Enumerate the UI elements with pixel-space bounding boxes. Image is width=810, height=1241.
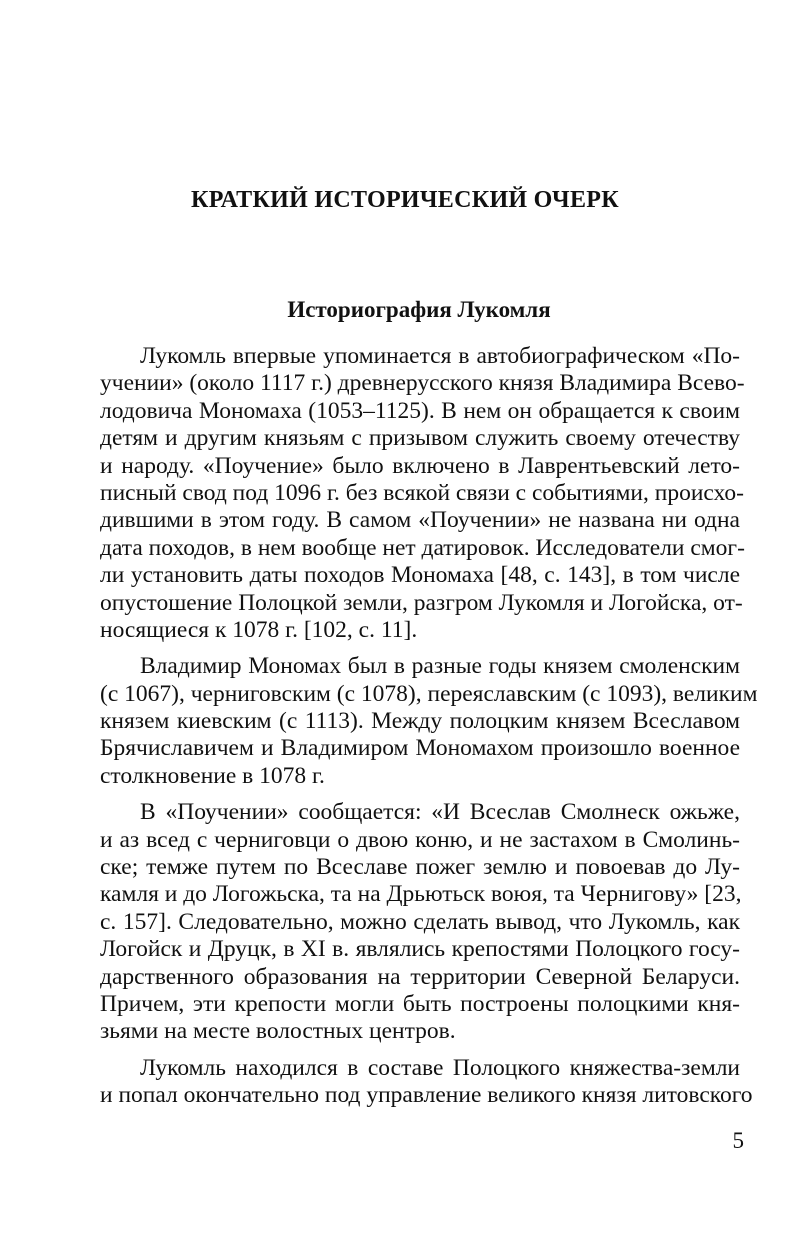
text-line: учении» (около 1117 г.) древнерусского князя Владимира Всево-: [100, 370, 745, 397]
text-line: с. 157]. Следовательно, можно сделать вывод, что Лукомль, как: [100, 908, 740, 935]
chapter-title: КРАТКИЙ ИСТОРИЧЕСКИЙ ОЧЕРК: [191, 187, 619, 213]
text-line: (с 1067), черниговским (с 1078), переяславским (с 1093), великим: [100, 680, 758, 707]
section-title: Историография Лукомля: [287, 297, 551, 322]
body-text: [100, 343, 758, 1110]
paragraph-gap: [100, 1046, 740, 1055]
page-number: 5: [732, 1128, 744, 1153]
text-line: и аз всед с черниговци о двою коню, и не застахом в Смолинь-: [100, 826, 740, 853]
text-line: лодовича Мономаха (1053–1125). В нем он обращается к своим: [100, 397, 740, 424]
paragraph-gap: [100, 790, 740, 799]
text-line: Брячиславичем и Владимиром Мономахом произошло военное: [100, 735, 740, 762]
text-line: Лукомль находился в составе Полоцкого княжества-земли: [140, 1054, 740, 1081]
paragraph: [100, 653, 758, 790]
text-line: В «Поучении» сообщается: «И Всеслав Смолнеск ожьже,: [140, 799, 740, 826]
text-line: ли установить даты походов Мономаха [48, с. 143], в том числе: [100, 562, 740, 589]
text-line: Лукомль впервые упоминается в автобиографическом «По-: [140, 343, 740, 369]
text-line: опустошение Полоцкой земли, разгром Лукомля и Логойска, от-: [100, 589, 743, 616]
text-line: зьями на месте волостных центров.: [100, 1018, 456, 1045]
text-line: дарственного образования на территории Северной Беларуси.: [100, 963, 740, 990]
text-line: князем киевским (с 1113). Между полоцким князем Всеславом: [100, 708, 740, 735]
text-line: и народу. «Поучение» было включено в Лаврентьевский лето-: [100, 452, 740, 479]
text-line: ске; темже путем по Всеславе пожег землю и повоевав до Лу-: [100, 854, 740, 881]
paragraph-gap: [100, 644, 740, 653]
text-line: и попал окончательно под управление великого князя литовского: [100, 1082, 753, 1109]
text-line: детям и другим князьям с призывом служить своему отечеству: [100, 425, 740, 452]
paragraph: [100, 1054, 753, 1110]
text-line: столкновение в 1078 г.: [100, 762, 325, 789]
text-line: Причем, эти крепости могли быть построены полоцкими кня-: [100, 990, 740, 1017]
text-line: камля и до Логожьска, та на Дрьютьск воюя, та Чернигову» [23,: [100, 881, 742, 908]
text-line: писный свод под 1096 г. без всякой связи с событиями, происхо-: [100, 479, 744, 506]
paragraph: [100, 799, 740, 1046]
text-line: носящиеся к 1078 г. [102, с. 11].: [100, 616, 418, 643]
text-line: дившими в этом году. В самом «Поучении» не названа ни одна: [100, 507, 740, 534]
text-line: Логойск и Друцк, в XI в. являлись крепостями Полоцкого госу-: [100, 936, 740, 963]
paragraph: [100, 343, 745, 644]
text-line: Владимир Мономах был в разные годы князем смоленским: [140, 653, 740, 680]
text-line: дата походов, в нем вообще нет датировок. Исследователи смог-: [100, 534, 745, 561]
